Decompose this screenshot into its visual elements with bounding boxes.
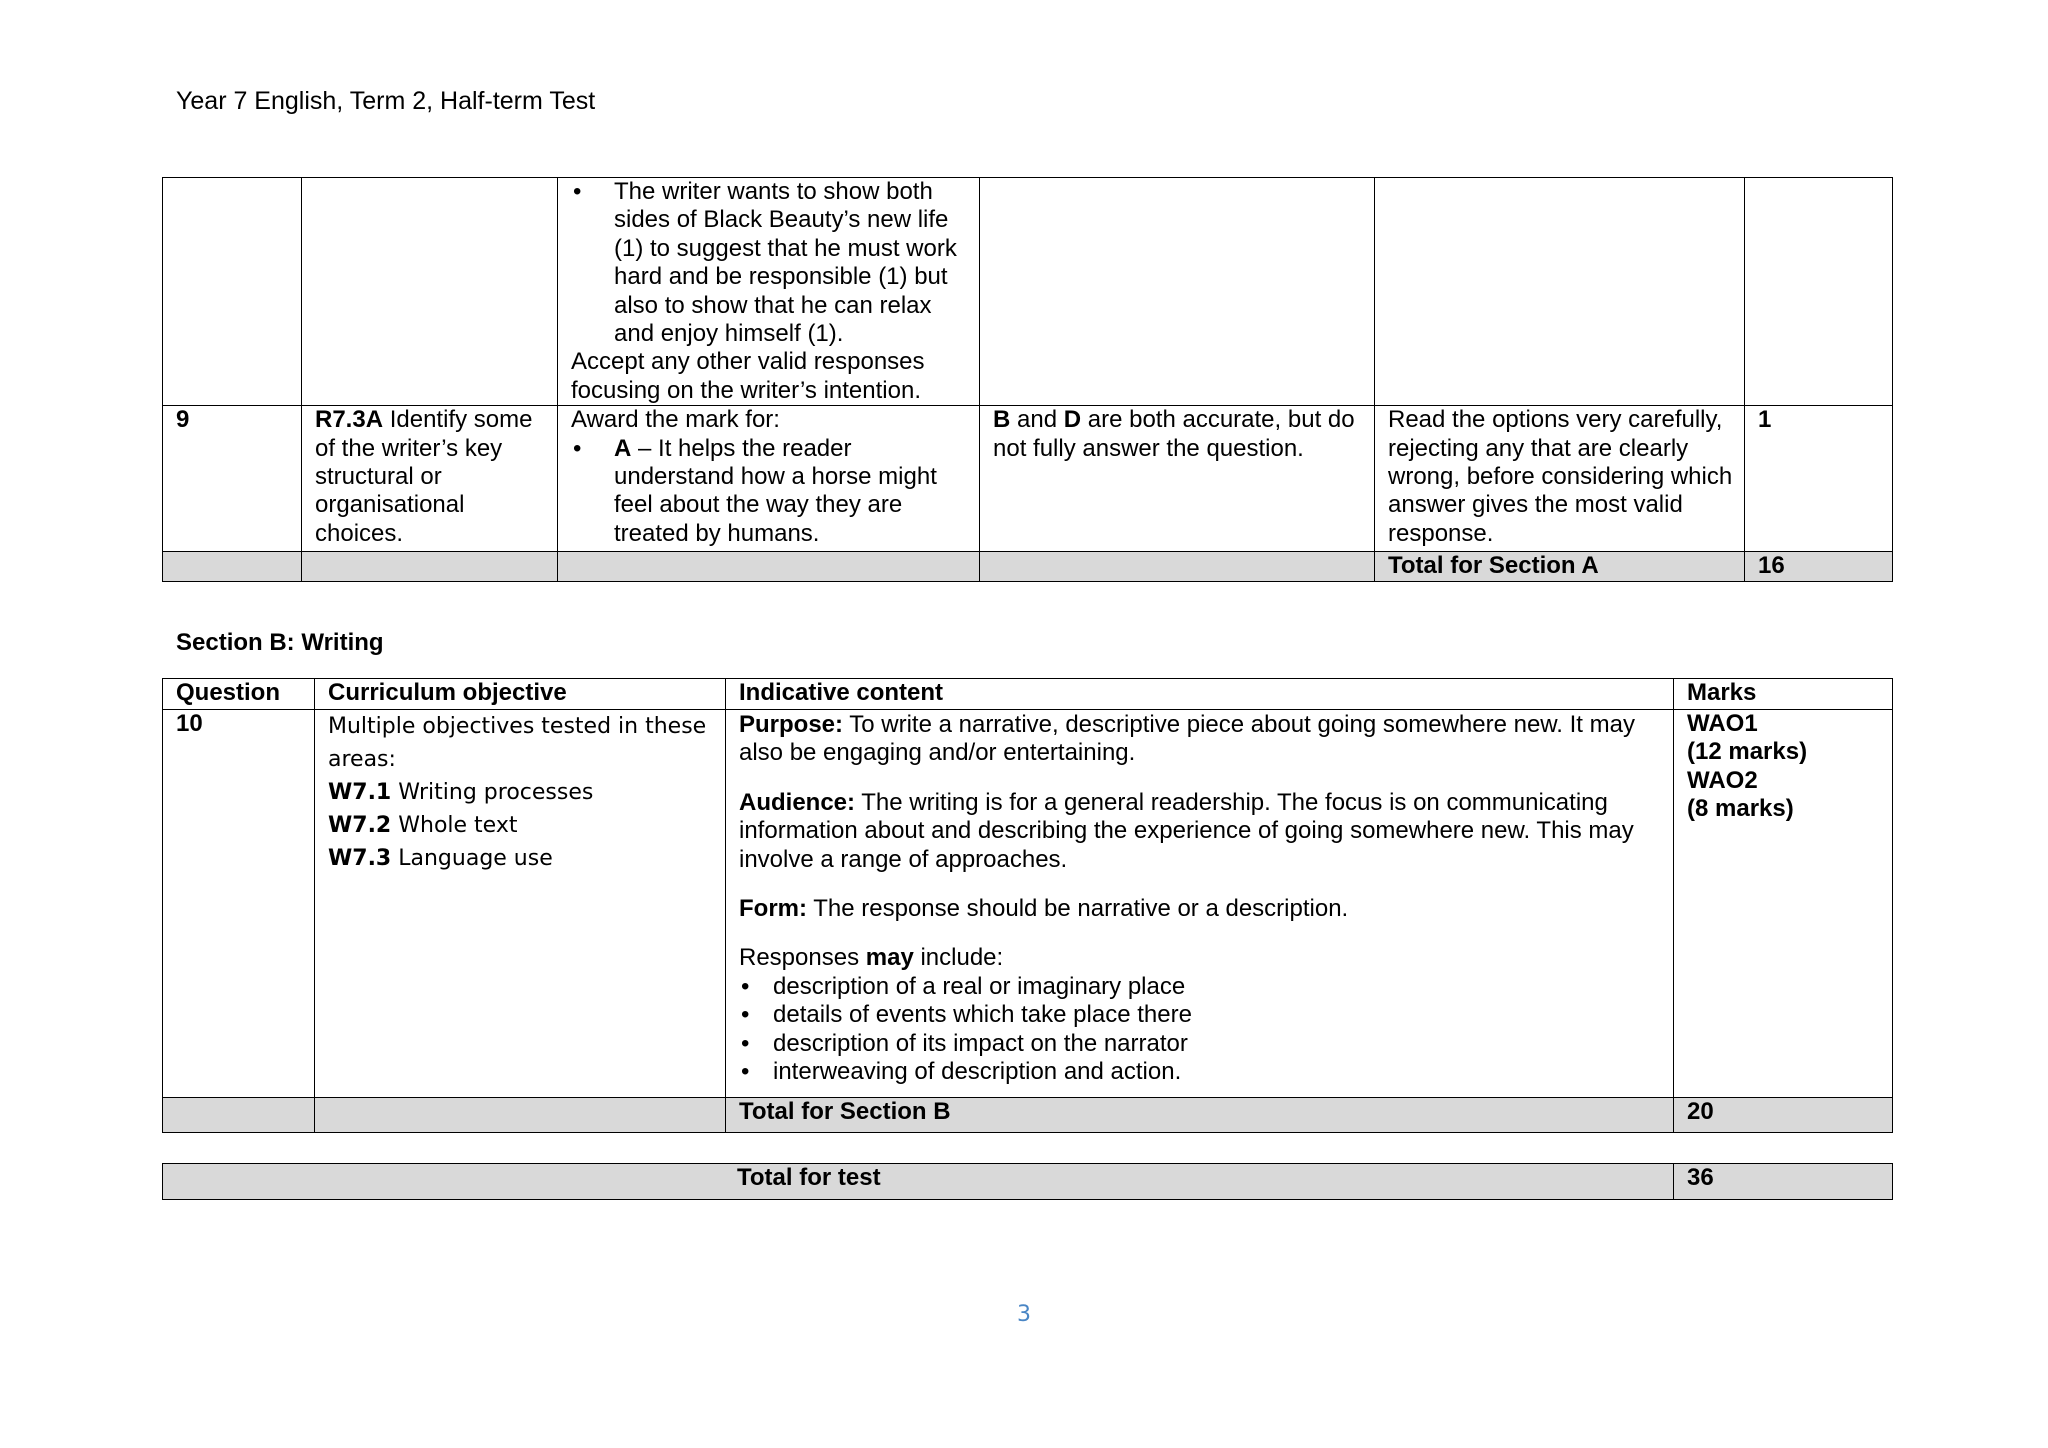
list-item: • description of a real or imaginary place	[739, 973, 1665, 1001]
accept-note: Accept any other valid responses focusing on the writer’s intention.	[571, 348, 925, 404]
section-b-heading: Section B: Writing	[176, 629, 384, 656]
total-marks: 36	[1674, 1164, 1893, 1200]
total-row	[163, 1098, 1893, 1133]
total-label: Total for Section B	[726, 1098, 1674, 1133]
list-item: • A – It helps the reader understand how a horse might feel about the way they are treated by humans.	[571, 435, 971, 549]
question-number: 10	[163, 710, 315, 1098]
objective-item: W7.2 Whole text	[328, 813, 518, 838]
total-marks: 16	[1745, 552, 1893, 581]
list-item: • description of its impact on the narrator	[739, 1030, 1665, 1058]
document-header: Year 7 English, Term 2, Half-term Test	[176, 87, 596, 115]
column-header: Indicative content	[726, 679, 1674, 710]
list-item: • details of events which take place there	[739, 1001, 1665, 1029]
objective-item: W7.1 Writing processes	[328, 780, 594, 805]
indicative-content	[726, 710, 1674, 1098]
table-row	[163, 710, 1893, 1098]
column-header: Marks	[1674, 679, 1893, 710]
marks-cell: 1	[1745, 406, 1893, 552]
total-row	[163, 552, 1893, 581]
total-row	[163, 1164, 1893, 1200]
page-number: 3	[1017, 1302, 1031, 1327]
column-header: Question	[163, 679, 315, 710]
guidance-note: Read the options very carefully, rejecting any that are clearly wrong, before considering which answer gives the most valid response.	[1375, 406, 1745, 552]
curriculum-objective: R7.3A Identify some of the writer’s key structural or organisational choices.	[302, 406, 558, 552]
list-item: • The writer wants to show both sides of Black Beauty’s new life (1) to suggest that he must work hard and be responsible (1) but also to show that he can relax and enjoy himself (1).	[571, 178, 971, 348]
total-label: Total for test	[163, 1164, 1674, 1200]
form-paragraph: Form: The response should be narrative or a description.	[739, 895, 1349, 923]
table-row	[163, 178, 1893, 406]
audience-paragraph: Audience: The writing is for a general readership. The focus is on communicating information about and describing the experience of going somewhere new. This may involve a range of approaches.	[739, 788, 1634, 873]
test-total-table	[162, 1163, 1893, 1200]
mark-scheme-cell	[558, 178, 980, 406]
answer-bullet-list	[571, 178, 971, 348]
column-header: Curriculum objective	[315, 679, 726, 710]
table-row	[163, 406, 1893, 552]
responses-list	[739, 973, 1665, 1087]
curriculum-objective: Multiple objectives tested in these areas: W7.1 Writing processes W7.2 Whole text W7.3 Language use	[315, 710, 726, 1098]
marks-cell: WAO1 (12 marks) WAO2 (8 marks)	[1674, 710, 1893, 1098]
objective-item: W7.3 Language use	[328, 846, 553, 871]
answer-bullet-list	[571, 435, 971, 549]
mark-scheme-cell: Award the mark for: • A – It helps the reader understand how a horse might feel about the way they are treated by humans.	[558, 406, 980, 552]
total-marks: 20	[1674, 1098, 1893, 1133]
section-a-table	[162, 177, 1893, 582]
responses-intro: Responses may include:	[739, 944, 1004, 972]
total-label: Total for Section A	[1375, 552, 1745, 581]
distractor-note: B and D are both accurate, but do not fully answer the question.	[980, 406, 1375, 552]
section-b-table	[162, 678, 1893, 1133]
purpose-paragraph: Purpose: To write a narrative, descriptive piece about going somewhere new. It may also be engaging and/or entertaining.	[739, 711, 1635, 767]
table-header-row	[163, 679, 1893, 710]
list-item: • interweaving of description and action.	[739, 1058, 1665, 1086]
question-number: 9	[163, 406, 302, 552]
